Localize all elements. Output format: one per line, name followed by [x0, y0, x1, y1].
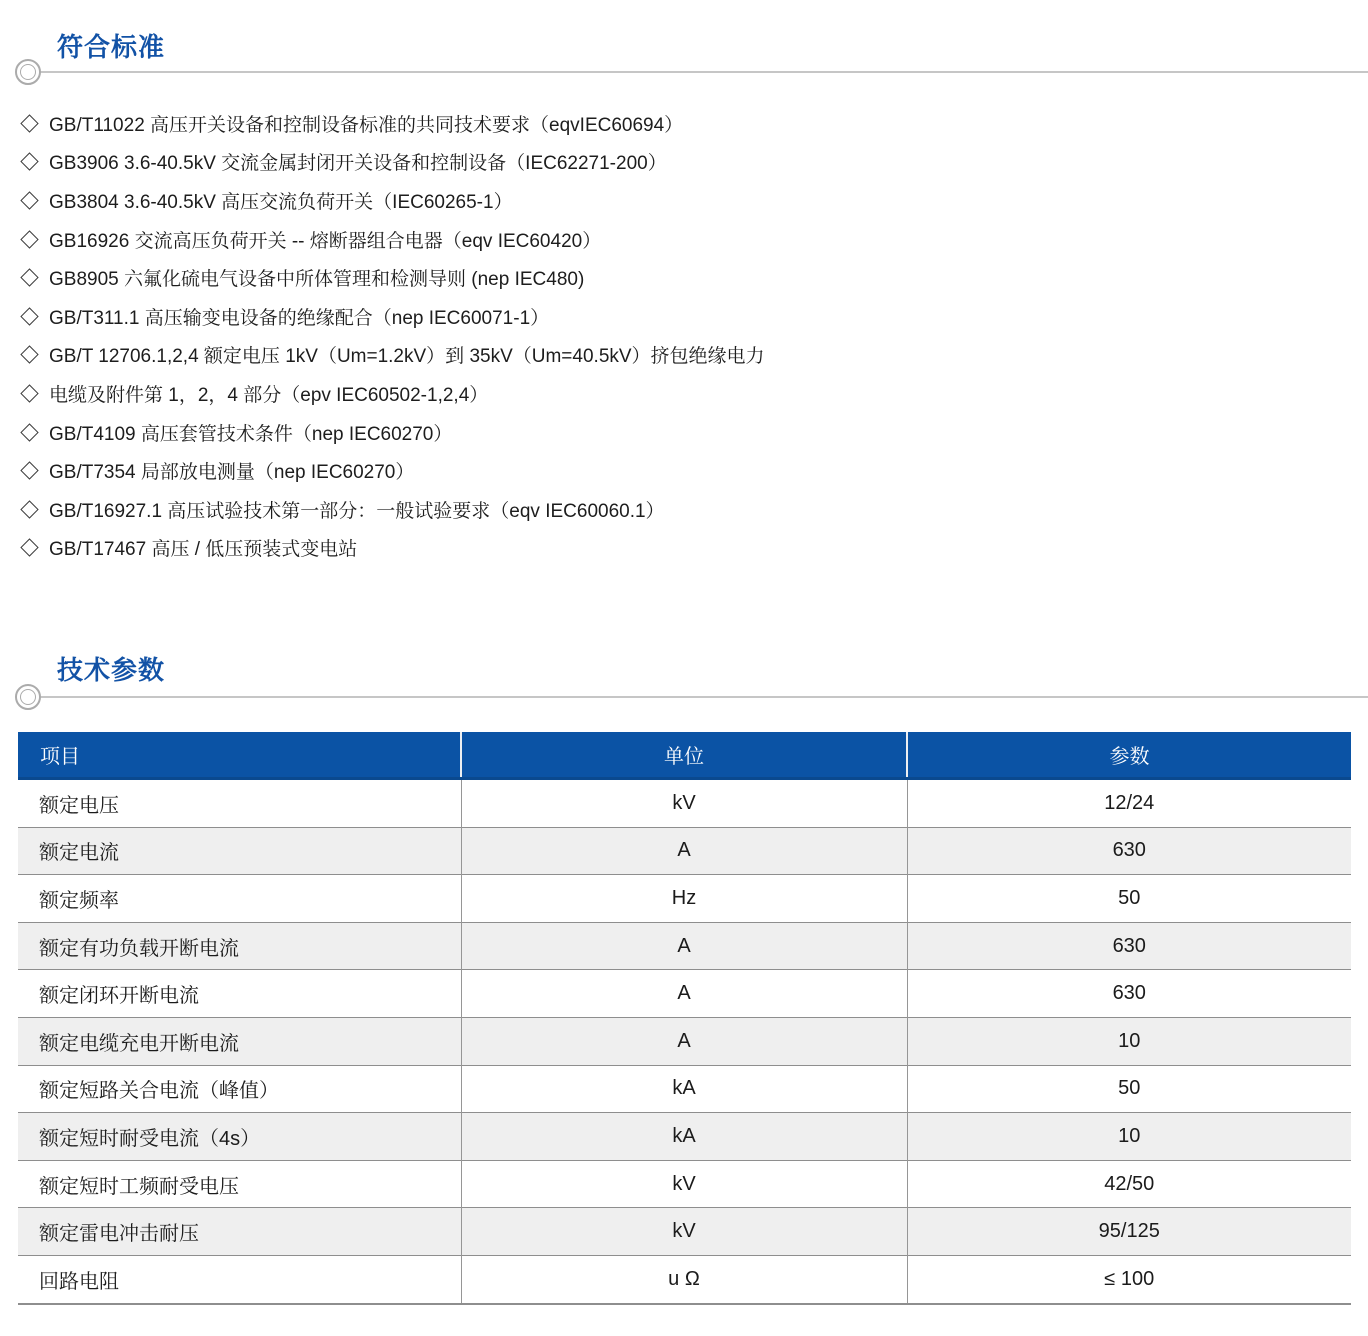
- standard-item: [20, 297, 1348, 336]
- table-row: [18, 1255, 1351, 1303]
- diamond-bullet-icon: [20, 114, 38, 132]
- standard-item-text: GB/T 12706.1,2,4 额定电压 1kV（Um=1.2kV）到 35kV（Um=40.5kV）挤包绝缘电力: [49, 346, 765, 368]
- table-row: [18, 1160, 1351, 1208]
- standard-item-text: 电缆及附件第 1，2，4 部分（epv IEC60502-1,2,4）: [49, 384, 489, 406]
- param-value-cell: 95/125: [907, 1208, 1351, 1256]
- table-row: [18, 922, 1351, 970]
- diamond-bullet-icon: [20, 539, 38, 557]
- tech-params-table: [18, 732, 1351, 1305]
- table-row: [18, 1208, 1351, 1256]
- param-unit-cell: kV: [461, 1208, 907, 1256]
- param-name-cell: 额定电压: [39, 794, 119, 817]
- standard-item-text: GB3804 3.6-40.5kV 高压交流负荷开关（IEC60265-1）: [49, 191, 513, 213]
- diamond-bullet-icon: [20, 268, 38, 286]
- param-unit-cell: kV: [461, 779, 907, 828]
- standard-item: [20, 258, 1348, 297]
- table-header-param: 参数: [907, 732, 1351, 779]
- ring-bullet-icon: [15, 684, 41, 710]
- param-name-cell: 额定短时工频耐受电压: [18, 1160, 461, 1208]
- param-unit-cell: A: [461, 922, 907, 970]
- tech-params-table-wrap: [18, 732, 1351, 1305]
- table-header-unit: 单位: [461, 732, 907, 779]
- param-unit-cell: kA: [461, 1113, 907, 1161]
- diamond-bullet-icon: [20, 384, 38, 402]
- standard-item: [20, 181, 1348, 220]
- table-header-row: [18, 732, 1351, 779]
- ring-inner-circle: [20, 689, 36, 705]
- standard-item: [20, 220, 1348, 259]
- standard-item: [20, 143, 1348, 182]
- diamond-bullet-icon: [20, 461, 38, 479]
- param-value-cell: 630: [907, 970, 1351, 1018]
- param-name-cell: 额定电流: [18, 827, 461, 875]
- table-row: [18, 779, 1351, 828]
- standard-item-text: GB/T17467 高压 / 低压预装式变电站: [49, 539, 358, 561]
- standard-item: [20, 104, 1348, 143]
- param-unit-cell: kV: [461, 1160, 907, 1208]
- param-value-cell: 630: [907, 827, 1351, 875]
- param-unit-cell: A: [461, 1017, 907, 1065]
- standard-item: [20, 413, 1348, 452]
- param-value-cell: ≤ 100: [907, 1255, 1351, 1303]
- table-row: [18, 970, 1351, 1018]
- table-row: [18, 1065, 1351, 1113]
- param-name-cell: 额定短路关合电流（峰值）: [18, 1065, 461, 1113]
- param-value-cell: 50: [907, 875, 1351, 923]
- standard-item-text: GB3906 3.6-40.5kV 交流金属封闭开关设备和控制设备（IEC62271-200）: [49, 153, 667, 175]
- param-value-cell: 50: [907, 1065, 1351, 1113]
- diamond-bullet-icon: [20, 153, 38, 171]
- standards-list: [20, 104, 1348, 567]
- table-row: [18, 1113, 1351, 1161]
- param-name-cell: 额定电缆充电开断电流: [18, 1017, 461, 1065]
- param-unit-cell: kA: [461, 1065, 907, 1113]
- ring-bullet-icon: [15, 59, 41, 85]
- diamond-bullet-icon: [20, 307, 38, 325]
- table-row: [18, 1017, 1351, 1065]
- param-value-cell: 630: [907, 922, 1351, 970]
- section-divider-line: [38, 696, 1368, 698]
- param-value-cell: 10: [907, 1113, 1351, 1161]
- standard-item-text: GB16926 交流高压负荷开关 -- 熔断器组合电器（eqv IEC60420）: [49, 230, 602, 252]
- table-row: [18, 827, 1351, 875]
- table-row: [18, 875, 1351, 923]
- diamond-bullet-icon: [20, 230, 38, 248]
- param-name-cell: 回路电阻: [18, 1255, 461, 1303]
- section-divider-line: [38, 71, 1368, 73]
- standard-item-text: GB/T4109 高压套管技术条件（nep IEC60270）: [49, 423, 453, 445]
- standard-item: [20, 529, 1348, 568]
- param-name-cell: 额定短时耐受电流（4s）: [18, 1113, 461, 1161]
- standard-item-text: GB/T11022 高压开关设备和控制设备标准的共同技术要求（eqvIEC60694）: [49, 114, 684, 136]
- table-header-item: 项目: [18, 732, 461, 779]
- param-unit-cell: A: [461, 970, 907, 1018]
- section-title-params: 技术参数: [57, 655, 166, 685]
- param-value-cell: 12/24: [907, 779, 1351, 828]
- standard-item-text: GB8905 六氟化硫电气设备中所体管理和检测导则 (nep IEC480): [49, 269, 585, 291]
- section-title-standards: 符合标准: [57, 32, 166, 62]
- diamond-bullet-icon: [20, 191, 38, 209]
- ring-inner-circle: [20, 64, 36, 80]
- param-name-cell: 额定闭环开断电流: [18, 970, 461, 1018]
- diamond-bullet-icon: [20, 500, 38, 518]
- standard-item: [20, 490, 1348, 529]
- param-unit-cell: Hz: [461, 875, 907, 923]
- param-value-cell: 10: [907, 1017, 1351, 1065]
- diamond-bullet-icon: [20, 423, 38, 441]
- standard-item: [20, 374, 1348, 413]
- standard-item-text: GB/T311.1 高压输变电设备的绝缘配合（nep IEC60071-1）: [49, 307, 550, 329]
- param-value-cell: 42/50: [907, 1160, 1351, 1208]
- param-unit-cell: u Ω: [461, 1255, 907, 1303]
- standard-item: [20, 336, 1348, 375]
- standard-item: [20, 451, 1348, 490]
- standard-item-text: GB/T16927.1 高压试验技术第一部分：一般试验要求（eqv IEC60060.1）: [49, 500, 665, 522]
- param-name-cell: 额定雷电冲击耐压: [18, 1208, 461, 1256]
- diamond-bullet-icon: [20, 346, 38, 364]
- standard-item-text: GB/T7354 局部放电测量（nep IEC60270）: [49, 462, 415, 484]
- param-name-cell: 额定频率: [18, 875, 461, 923]
- param-name-cell: 额定有功负载开断电流: [18, 922, 461, 970]
- param-unit-cell: A: [461, 827, 907, 875]
